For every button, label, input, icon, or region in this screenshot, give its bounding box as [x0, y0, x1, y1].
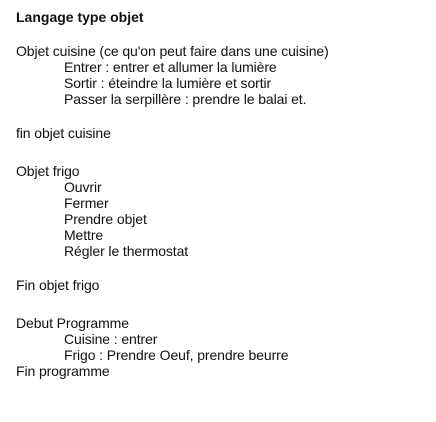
section-kitchen-item: Sortir : éteindre la lumière et sortir — [64, 75, 272, 91]
section-fridge-item: Ouvrir — [64, 179, 102, 195]
section-kitchen-item: Passer la serpillère : prendre le balai et. — [64, 91, 307, 107]
section-fridge-item: Fermer — [64, 195, 109, 211]
section-program-item: Frigo : Prendre Oeuf, prendre beurre — [64, 347, 289, 363]
section-fridge-end: Fin objet frigo — [16, 277, 100, 293]
section-program-heading: Debut Programme — [16, 315, 129, 331]
section-kitchen-item: Entrer : entrer et allumer la lumière — [64, 59, 277, 75]
section-program-item: Cuisine : entrer — [64, 331, 158, 347]
section-fridge-item: Régler le thermostat — [64, 243, 189, 259]
section-kitchen-end: fin objet cuisine — [16, 125, 111, 141]
section-fridge-heading: Objet frigo — [16, 163, 80, 179]
section-kitchen-heading: Objet cuisine (ce qu'on peut faire dans une cuisine) — [16, 43, 329, 59]
section-program-end: Fin programme — [16, 363, 110, 379]
section-fridge-item: Mettre — [64, 227, 104, 243]
page-title: Langage type objet — [16, 9, 144, 25]
section-fridge-item: Prendre objet — [64, 211, 147, 227]
